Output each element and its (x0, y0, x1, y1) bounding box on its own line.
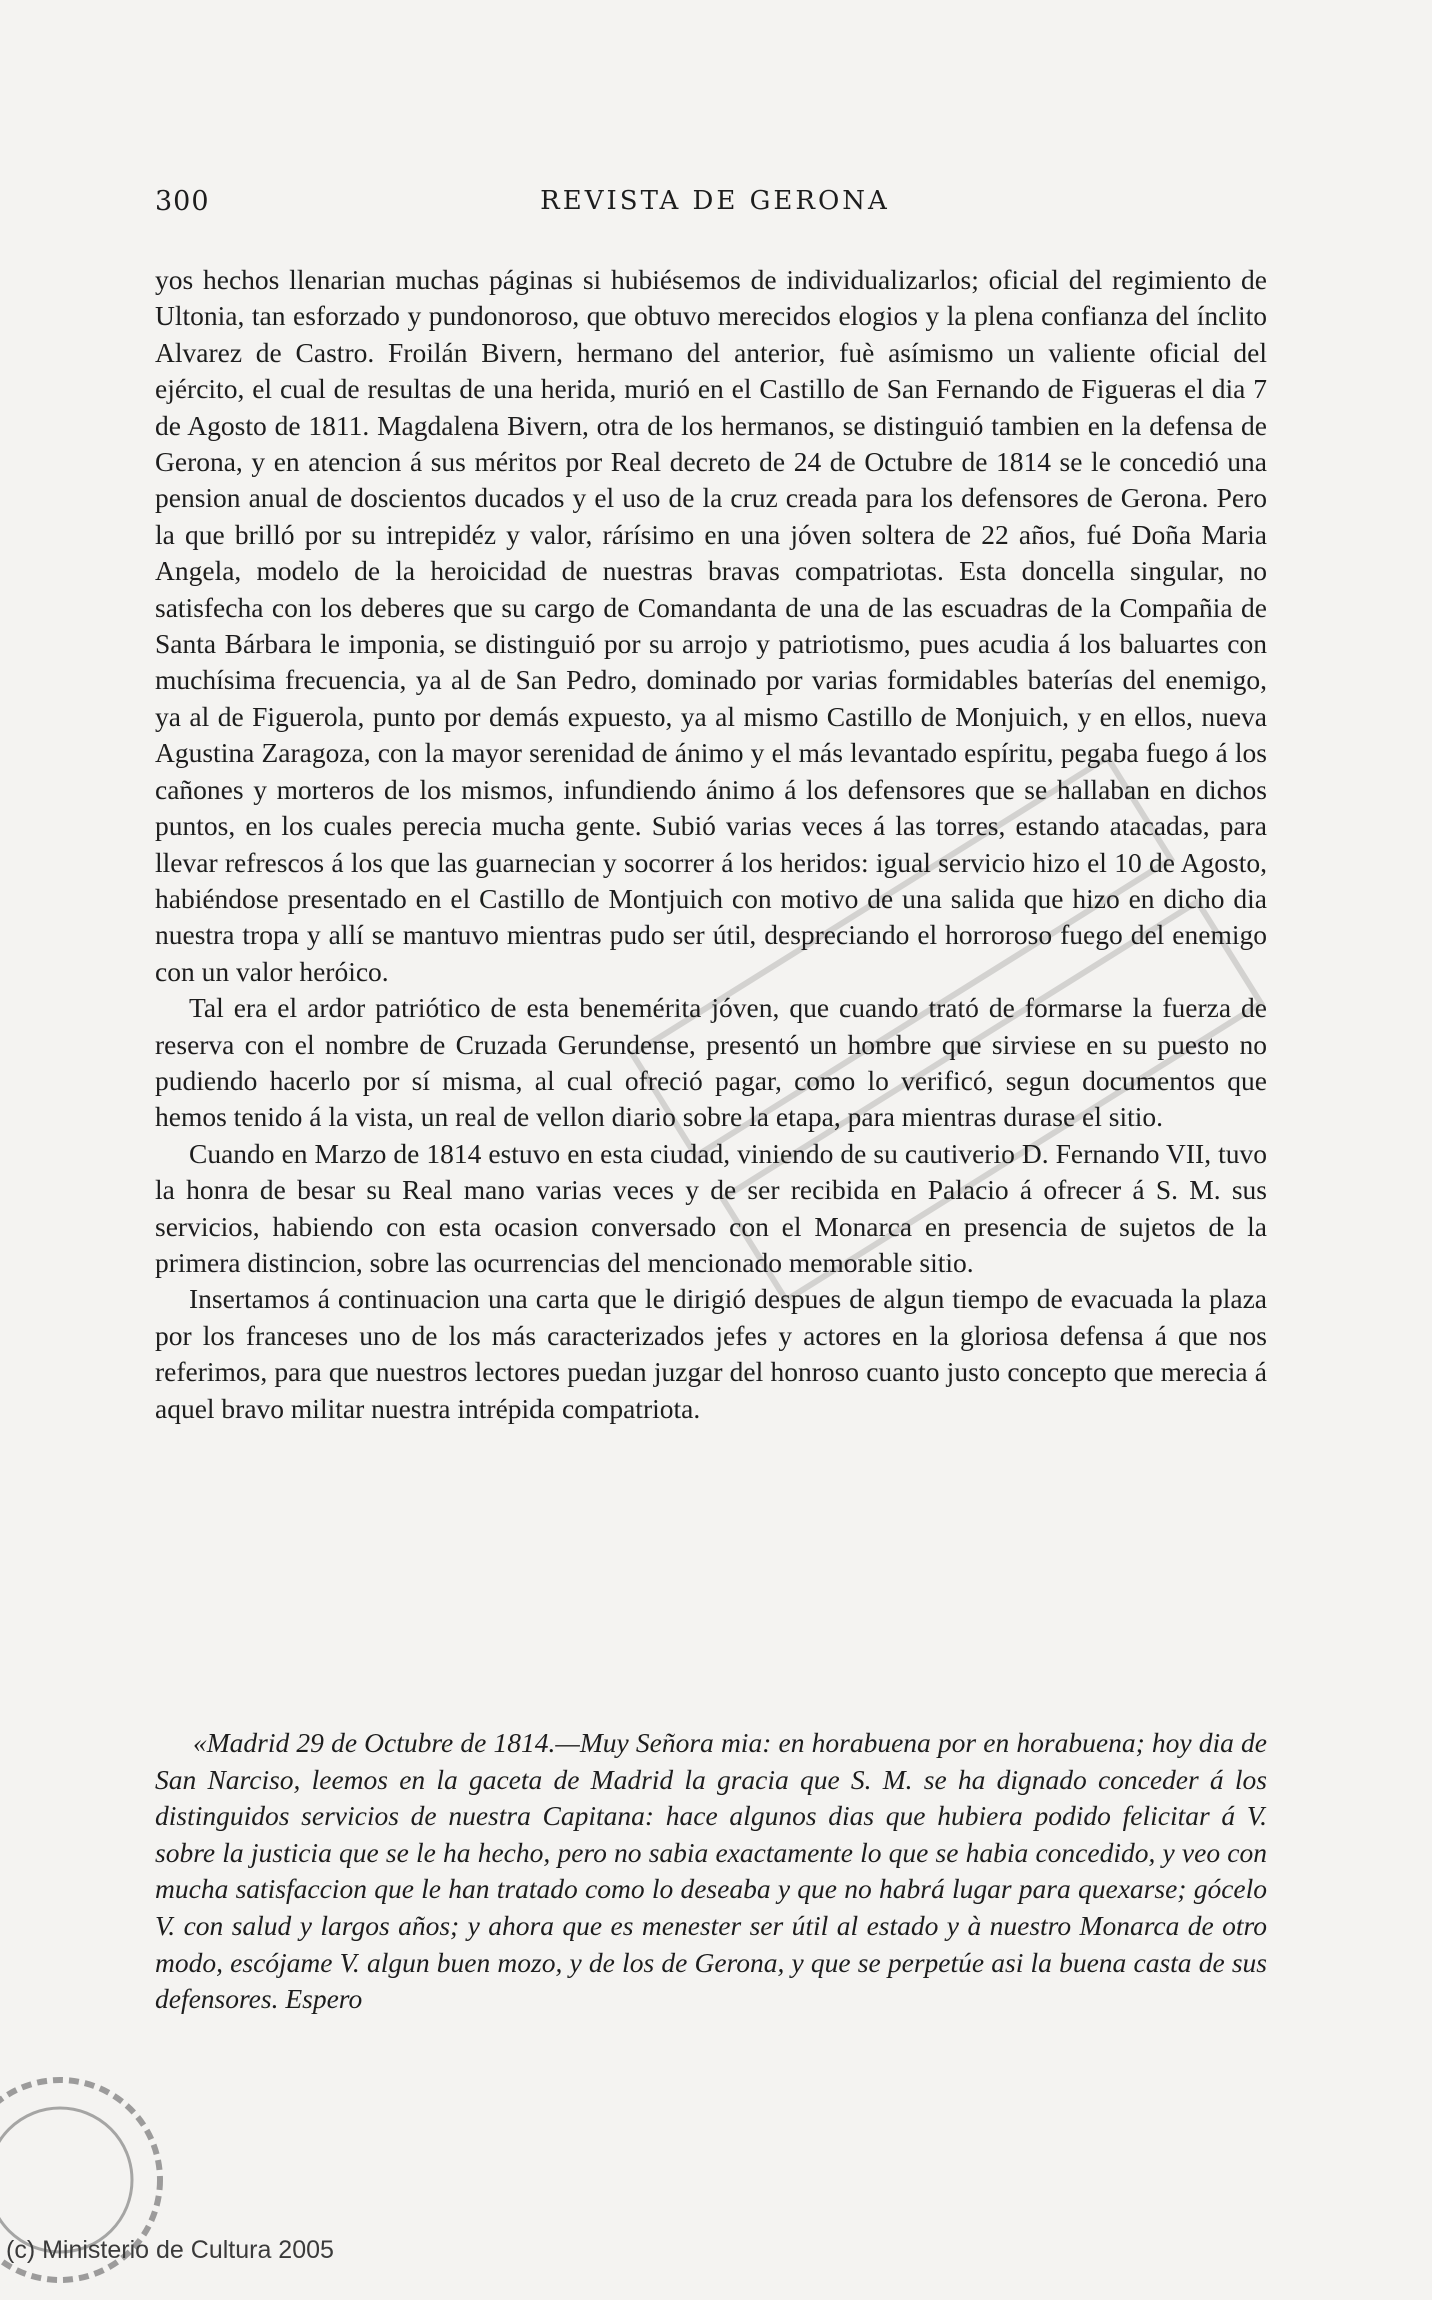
paragraph: Tal era el ardor patriótico de esta benemérita jóven, que cuando trató de formarse la fuerza de reserva con el nombre de Cruzada Gerundense, presentó un hombre que sirviese en su puesto no pudiendo hacerlo por sí misma, al cual ofreció pagar, como lo verificó, segun documentos que hemos tenido á la vista, un real de vellon diario sobre la etapa, para mientras durase el sitio. (155, 992, 1267, 1133)
page-number: 300 (155, 186, 210, 217)
copyright-notice: (c) Ministerio de Cultura 2005 (6, 2236, 334, 2264)
paragraph: Insertamos á continuacion una carta que le dirigió despues de algun tiempo de evacuada la plaza por los franceses uno de los más caracterizados jefes y actores en la gloriosa defensa á que nos referimos, para que nuestros lectores puedan juzgar del honroso cuanto justo concepto que merecia á aquel bravo militar nuestra intrépida compatriota. (155, 1283, 1267, 1424)
article-body (155, 262, 1267, 1427)
letter-paragraph: «Madrid 29 de Octubre de 1814.—Muy Señora mia: en horabuena por en horabuena; hoy dia de San Narciso, leemos en la gaceta de Madrid la gracia que S. M. se ha dignado conceder á los distinguidos servicios de nuestra Capitana: hace algunos dias que hubiera podido felicitar á V. sobre la justicia que se le ha hecho, pero no sabia exactamente lo que se habia concedido, y veo con mucha satisfaccion que le han tratado como lo deseaba y que no habrá lugar para quexarse; gócelo V. con salud y largos años; y ahora que es menester ser útil al estado y à nuestro Monarca de otro modo, escójame V. algun buen mozo, y de los de Gerona, y que se perpetúe asi la buena casta de sus defensores. Espero (155, 1727, 1267, 2015)
paragraph: yos hechos llenarian muchas páginas si hubiésemos de individualizarlos; oficial del regimiento de Ultonia, tan esforzado y pundonoroso, que obtuvo merecidos elogios y la plena confianza del ínclito Alvarez de Castro. Froilán Bivern, hermano del anterior, fuè asímismo un valiente oficial del ejército, el cual de resultas de una herida, murió en el Castillo de San Fernando de Figueras el dia 7 de Agosto de 1811. Magdalena Bivern, otra de los hermanos, se distinguió tambien en la defensa de Gerona, y en atencion á sus méritos por Real decreto de 24 de Octubre de 1814 se le concedió una pension anual de doscientos ducados y el uso de la cruz creada para los defensores de Gerona. Pero la que brilló por su intrepidéz y valor, rárísimo en una jóven soltera de 22 años, fué Doña Maria Angela, modelo de la heroicidad de nuestras bravas compatriotas. Esta doncella singular, no satisfecha con los deberes que su cargo de Comandanta de una de las escuadras de la Compañia de Santa Bárbara le imponia, se distinguió por su arrojo y patriotismo, pues acudia á los baluartes con muchísima frecuencia, ya al de San Pedro, dominado por varias formidables baterías del enemigo, ya al de Figuerola, punto por demás expuesto, ya al mismo Castillo de Monjuich, y en ellos, nueva Agustina Zaragoza, con la mayor serenidad de ánimo y el más levantado espíritu, pegaba fuego á los cañones y morteros de los mismos, infundiendo ánimo á los defensores que se hallaban en dichos puntos, en los cuales perecia mucha gente. Subió varias veces á las torres, estando atacadas, para llevar refrescos á los que las guarnecian y socorrer á los heridos: igual servicio hizo el 10 de Agosto, habiéndose presentado en el Castillo de Montjuich con motivo de una salida que hizo en dicho dia nuestra tropa y allí se mantuvo mientras pudo ser útil, despreciando el horroroso fuego del enemigo con un valor heróico. (155, 264, 1267, 987)
journal-title: REVISTA DE GERONA (540, 186, 890, 216)
paragraph: Cuando en Marzo de 1814 estuvo en esta ciudad, viniendo de su cautiverio D. Fernando VII, tuvo la honra de besar su Real mano varias veces y de ser recibida en Palacio á ofrecer á S. M. sus servicios, habiendo con esta ocasion conversado con el Monarca en presencia de sujetos de la primera distincion, sobre las ocurrencias del mencionado memorable sitio. (155, 1137, 1267, 1278)
quoted-letter (155, 1725, 1267, 2018)
running-head (155, 186, 1275, 226)
